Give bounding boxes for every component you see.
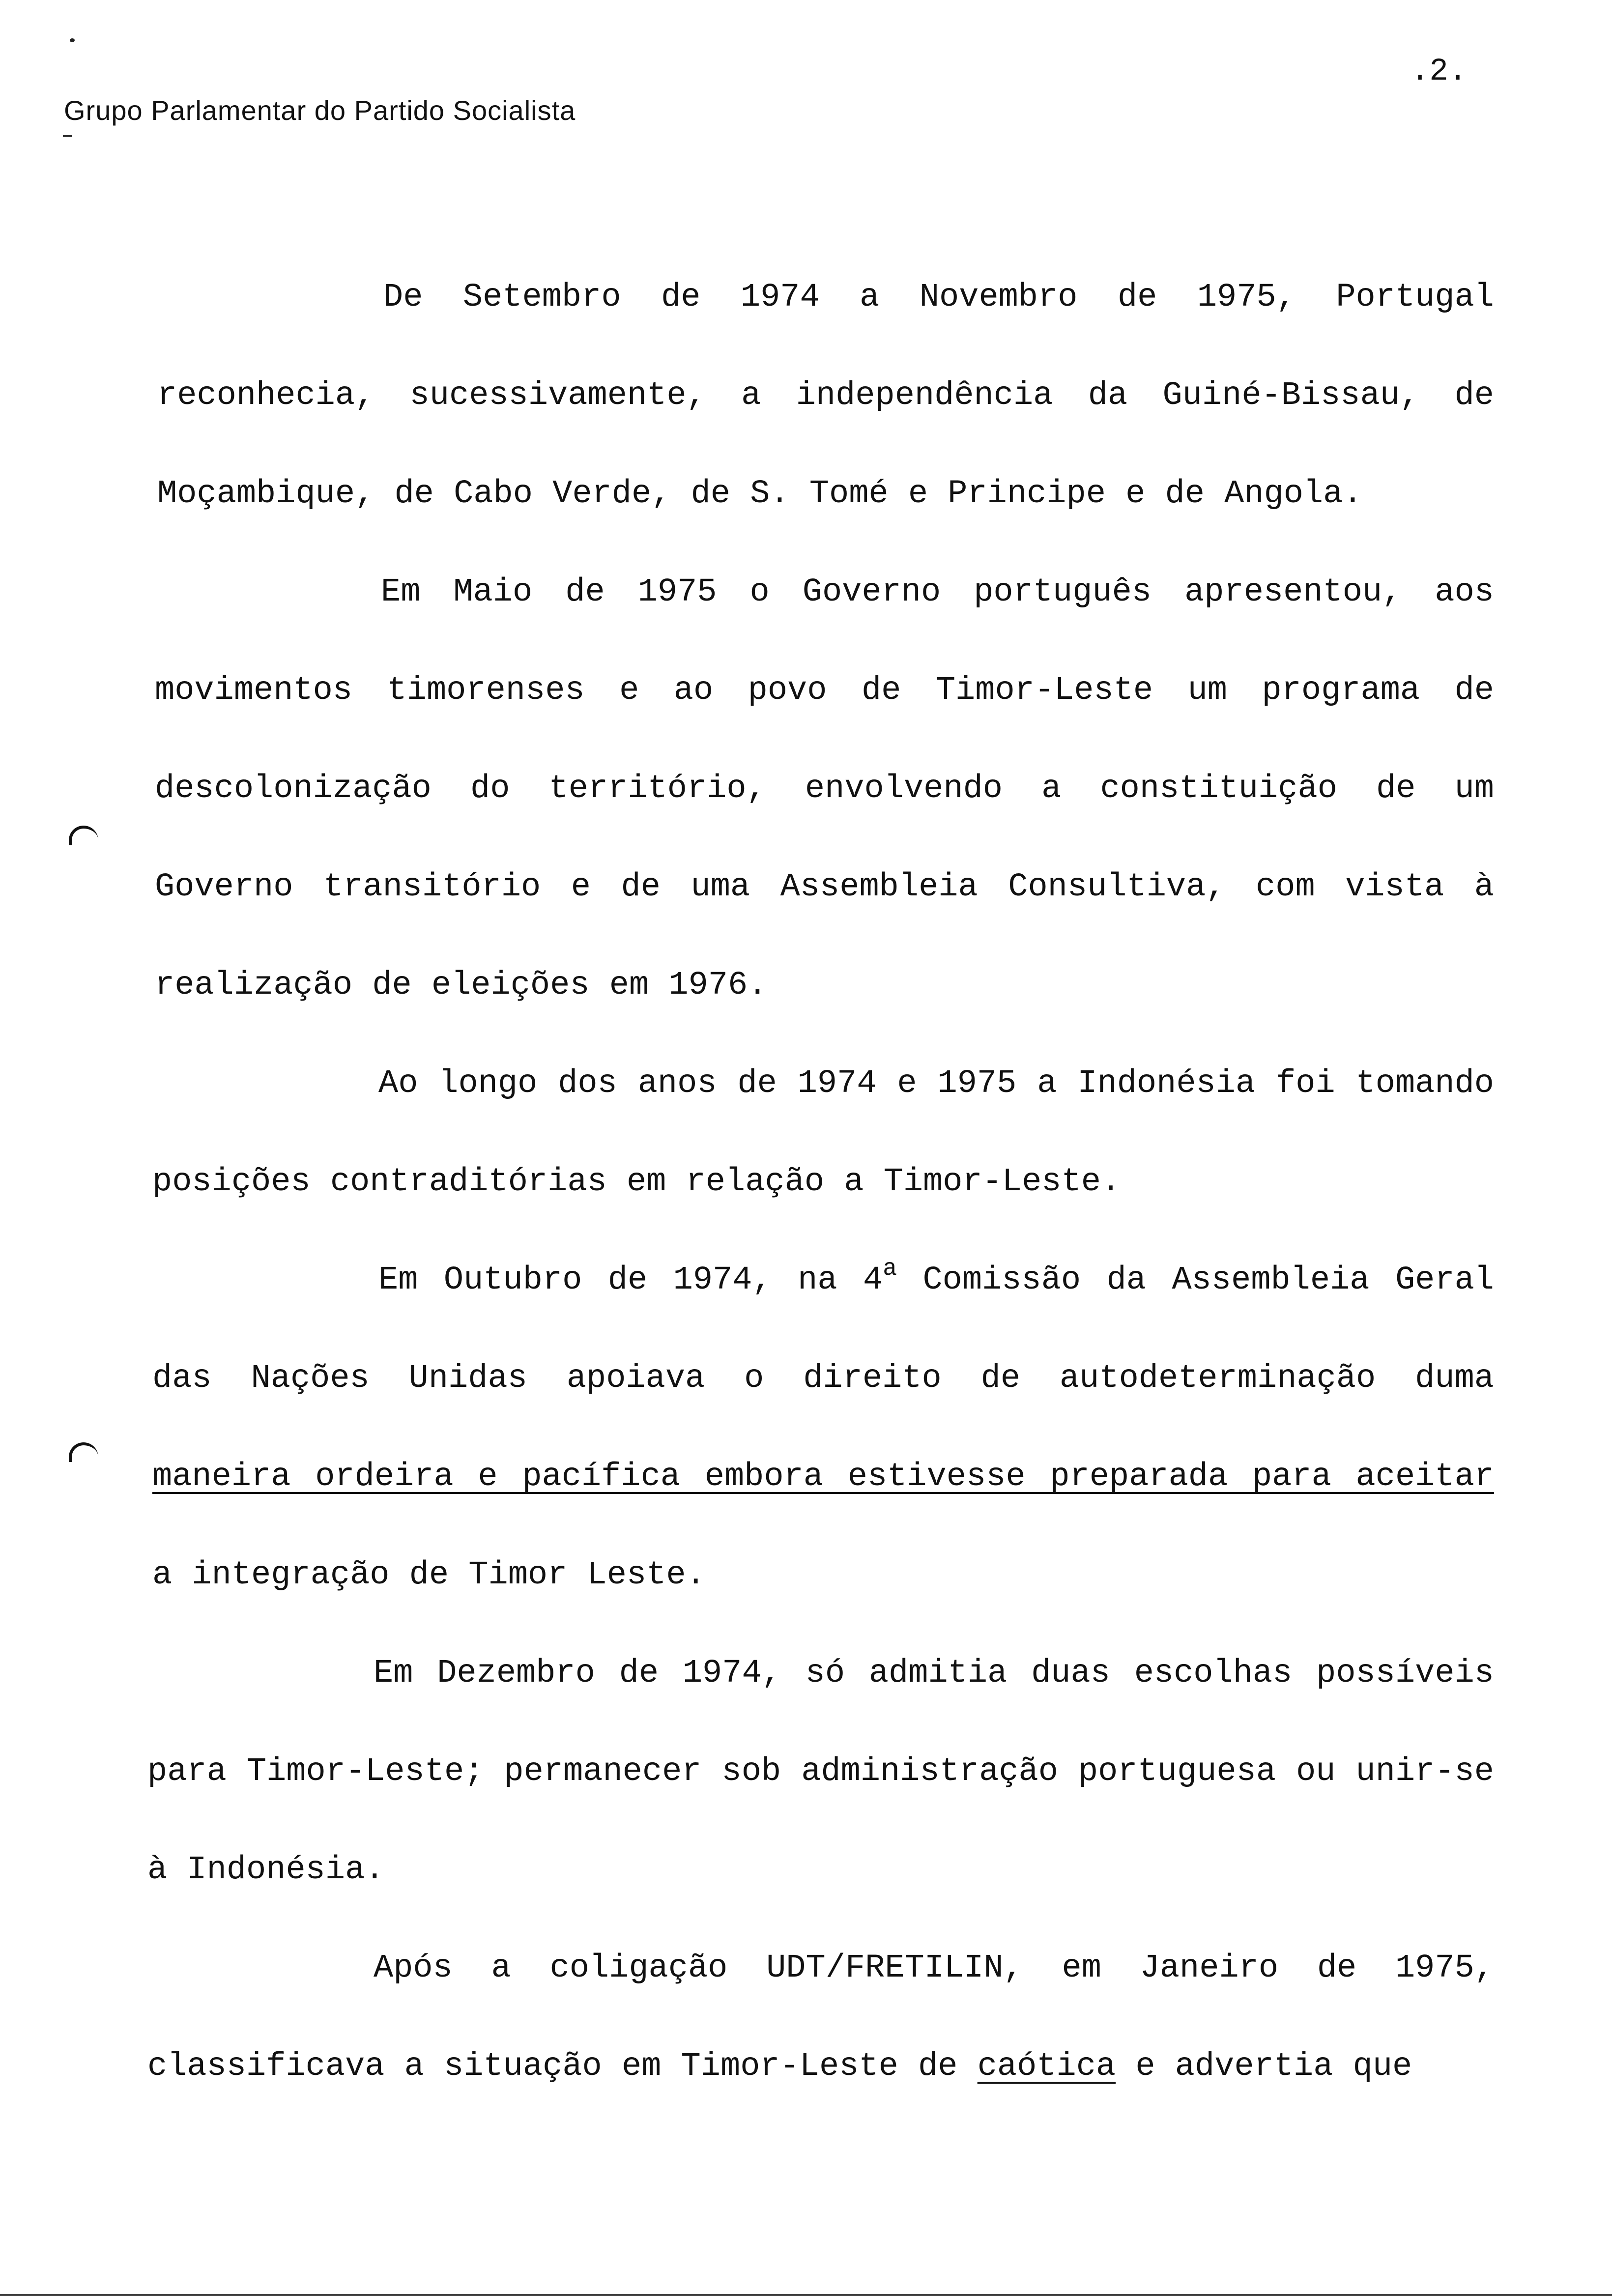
paragraph-text: e advertia que	[1116, 2048, 1412, 2085]
paragraph	[155, 543, 1494, 1034]
document-body	[147, 248, 1494, 2116]
paragraph-text: De Setembro de 1974 a Novembro de 1975, Portugal reconhecia, sucessivamente, a independência da Guiné-Bissau, de Moçambique, de Cabo Verde, de S. Tomé e Principe e de Angola.	[157, 279, 1494, 513]
scan-speck	[63, 135, 72, 137]
underlined-text: caótica	[977, 2048, 1116, 2085]
document-header-organization: Grupo Parlamentar do Partido Socialista	[64, 95, 576, 126]
paragraph-text: Em Maio de 1975 o Governo português apresentou, aos movimentos timorenses e ao povo de Timor-Leste um programa de descolonização do território, envolvendo a constituição de um Governo transitório e de uma Assembleia Consultiva, com vista à realização de eleições em 1976.	[155, 574, 1494, 1004]
page-bottom-rule	[0, 2294, 1612, 2296]
paragraph	[147, 1624, 1494, 1919]
paragraph	[157, 248, 1494, 543]
margin-bracket-mark	[69, 1442, 98, 1462]
ordinal-superscript: a	[883, 1256, 897, 1282]
margin-bracket-mark	[69, 826, 98, 845]
paragraph-text: Ao longo dos anos de 1974 e 1975 a Indonésia foi tomando posições contraditórias em relação a Timor-Leste.	[152, 1065, 1494, 1201]
scan-speck	[70, 38, 75, 42]
paragraph-text: Após a coligação UDT/FRETILIN, em Janeiro de 1975, classificava a situação em Timor-Leste de	[147, 1950, 1494, 2085]
paragraph	[147, 1919, 1494, 2116]
page-number: .2.	[1410, 54, 1468, 89]
paragraph-text: Em Outubro de 1974, na 4	[378, 1262, 883, 1299]
underlined-text: maneira ordeira e pacífica embora estivesse preparada para aceitar	[152, 1458, 1494, 1495]
paragraph-text: a integração de Timor Leste.	[152, 1556, 706, 1594]
paragraph-text: Comissão da Assembleia Geral das Nações Unidas apoiava o direito de autodeterminação duma	[152, 1262, 1494, 1397]
paragraph	[152, 1231, 1494, 1624]
paragraph-text: Em Dezembro de 1974, só admitia duas escolhas possíveis para Timor-Leste; permanecer sob administração portuguesa ou unir-se à Indonésia.	[147, 1655, 1494, 1889]
paragraph	[152, 1034, 1494, 1231]
